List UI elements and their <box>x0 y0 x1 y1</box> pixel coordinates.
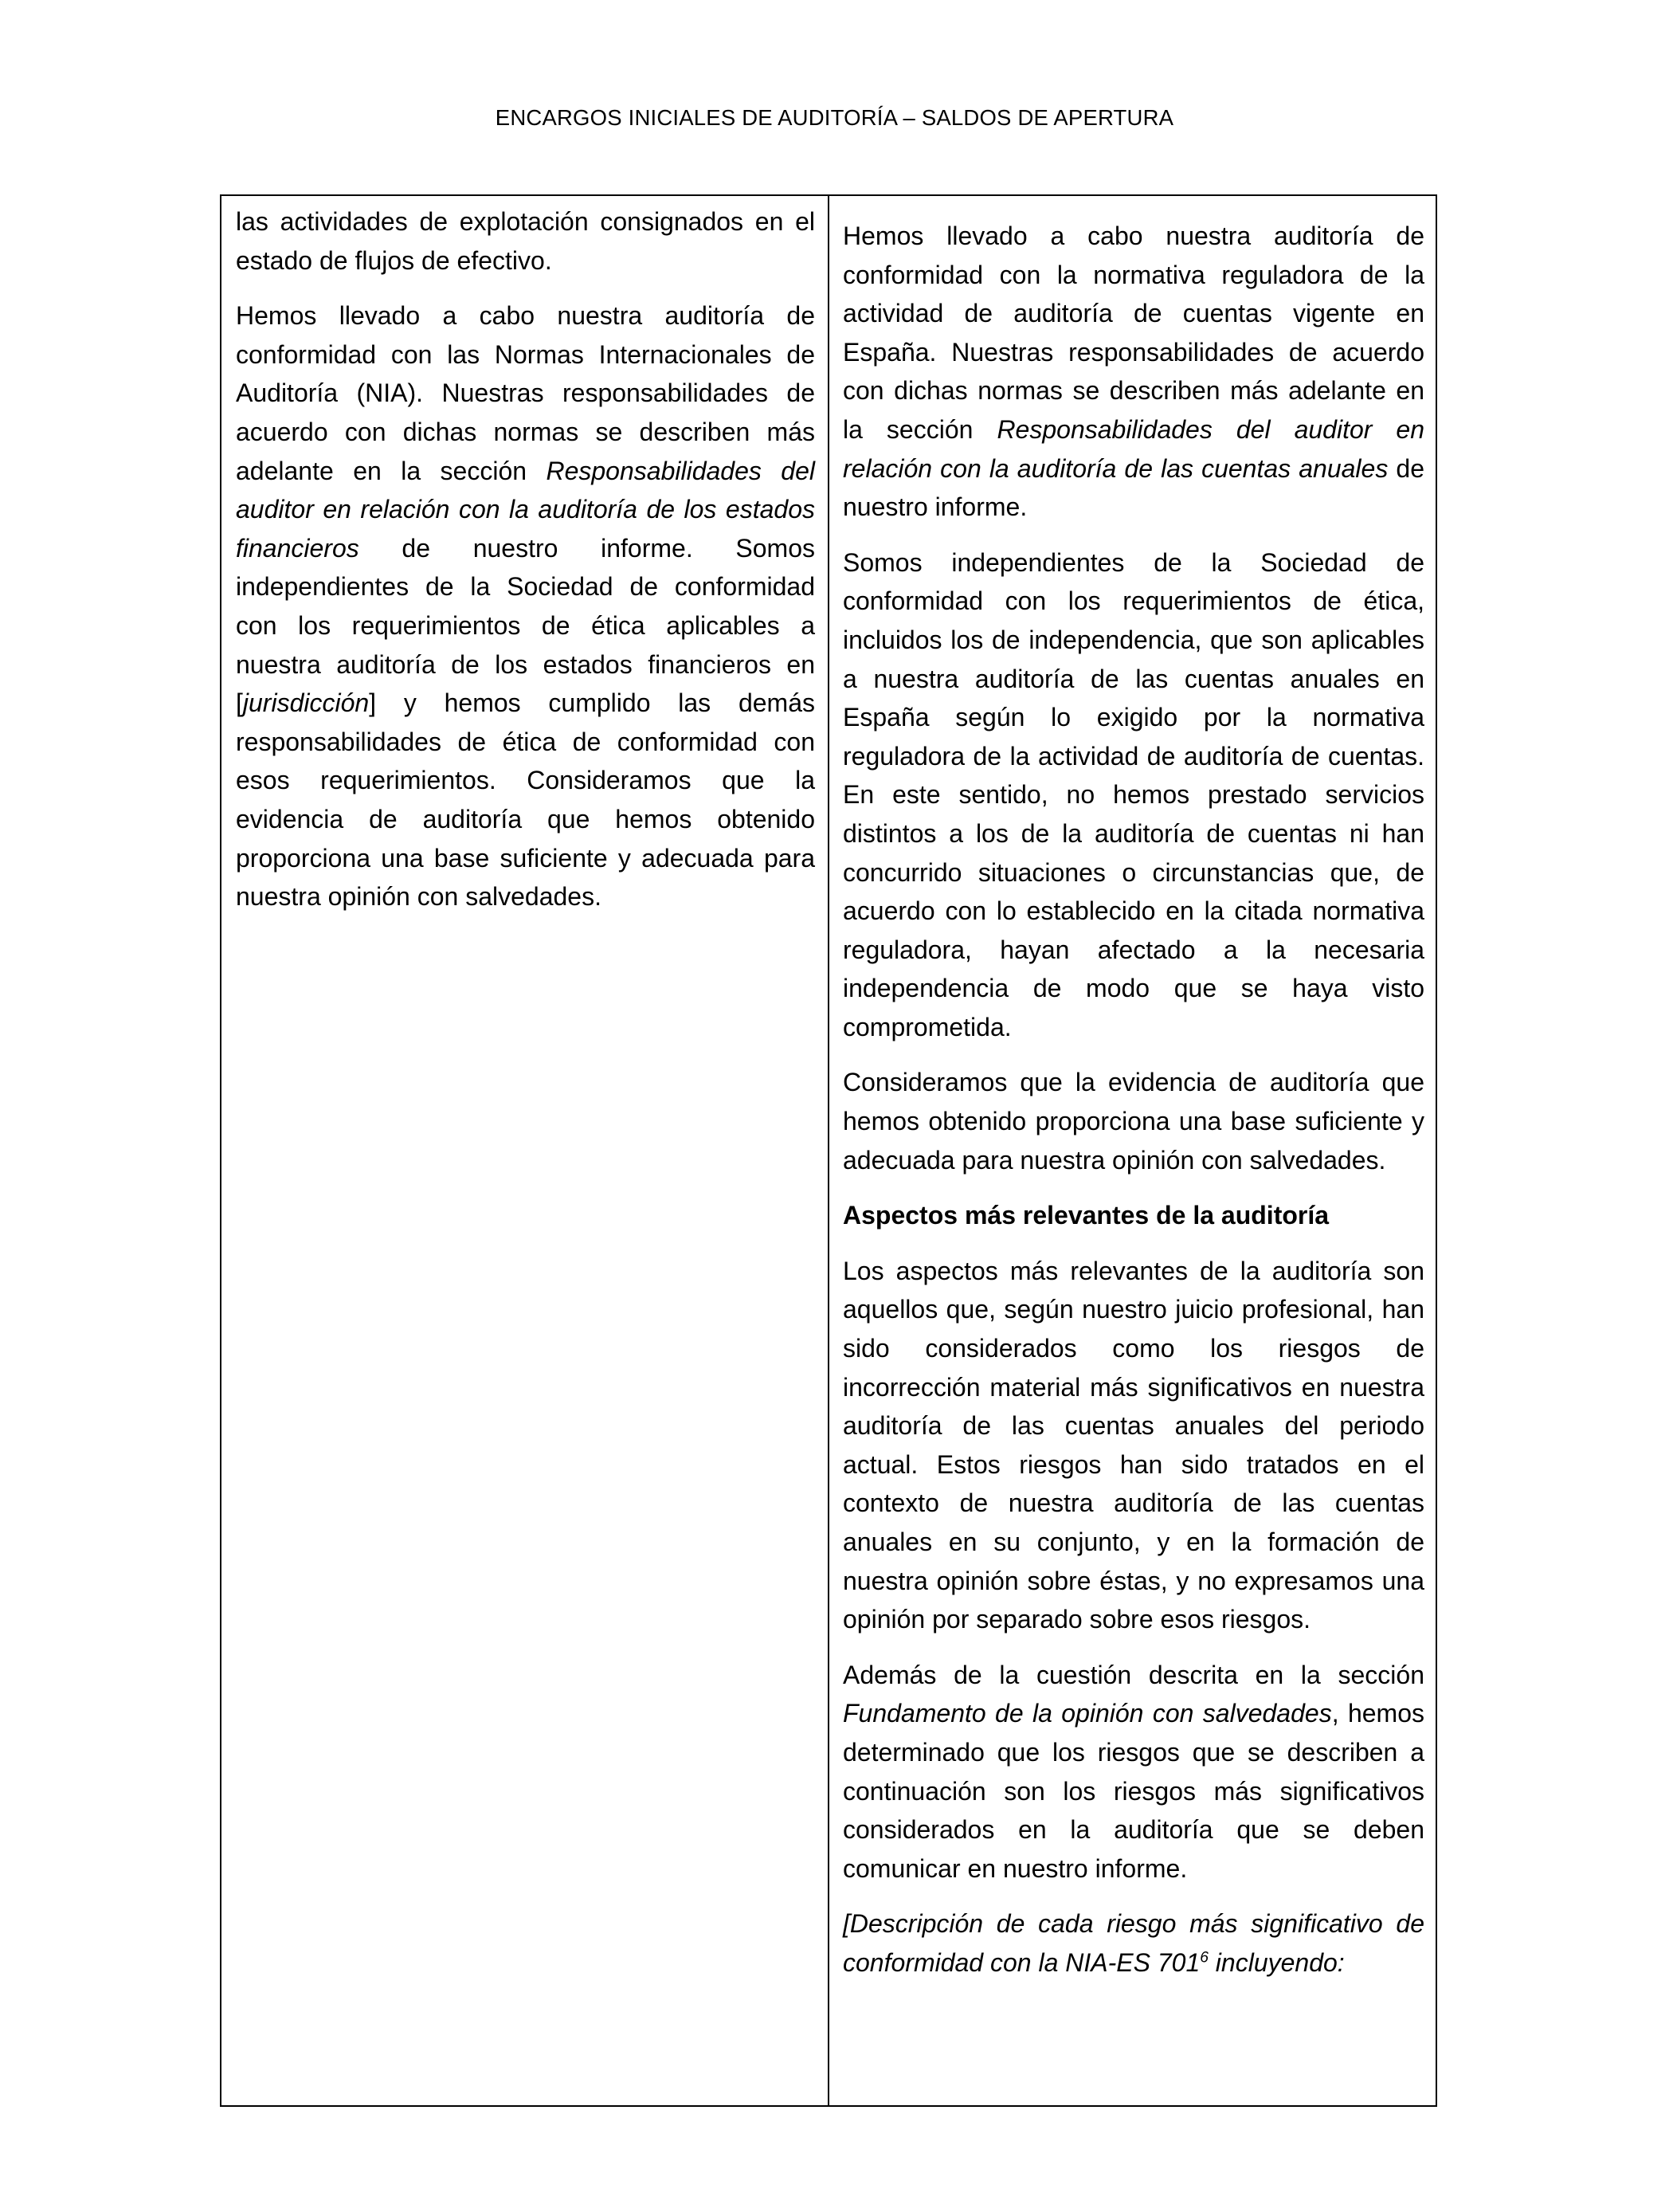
right-p5-italic-section-ref: Fundamento de la opinión con salvedades <box>843 1699 1332 1728</box>
right-p5-text-c: , hemos determinado que los riesgos que se describen a continuación son los riesgos más significativos considerados en la auditoría que se deben comunicar en nuestro informe. <box>843 1699 1425 1883</box>
left-paragraph-2 <box>236 296 815 916</box>
left-p2-italic-jurisdiction: jurisdicción <box>242 688 370 718</box>
left-column <box>236 202 815 933</box>
right-paragraph-3: Consideramos que la evidencia de auditoría que hemos obtenido proporciona una base suficiente y adecuada para nuestra opinión con salvedades. <box>843 1068 1424 1175</box>
left-p2-italic-section-ref: Responsabilidades del auditor en relación con la auditoría de los estados financieros <box>236 456 815 563</box>
section-heading: Aspectos más relevantes de la auditoría <box>843 1201 1330 1230</box>
comparison-table <box>220 194 1437 2107</box>
left-p1-text: las actividades de explotación consignados en el estado de flujos de efectivo. <box>236 207 815 275</box>
right-p6-italic-text-a: [Descripción de cada riesgo más significativo de conformidad con la NIA-ES 701 <box>843 1909 1424 1977</box>
column-divider <box>828 196 829 2105</box>
left-p2-text-a: Hemos llevado a cabo nuestra auditoría de conformidad con las Normas Internacionales de Auditoría (NIA). Nuestras responsabilidades de acuerdo con dichas normas se describen más adelante en la sección <box>236 301 815 485</box>
right-p6-italic-text-b: incluyendo: <box>1208 1947 1345 1977</box>
left-paragraph-1 <box>236 202 815 280</box>
right-p1-text-c: de nuestro informe. <box>843 453 1425 522</box>
right-paragraph-1 <box>843 217 1424 527</box>
page-header: ENCARGOS INICIALES DE AUDITORÍA – SALDOS DE APERTURA <box>495 105 1174 130</box>
right-p5-text-a: Además de la cuestión descrita en la sección <box>843 1660 1424 1689</box>
footnote-reference: 6 <box>1200 1949 1209 1967</box>
right-paragraph-5 <box>843 1656 1424 1888</box>
right-p1-text-a: Hemos llevado a cabo nuestra auditoría de conformidad con la normativa reguladora de la actividad de auditoría de cuentas vigente en España. Nuestras responsabilidades de acuerdo con dichas normas se describen más adelante en la sección <box>843 222 1424 444</box>
right-paragraph-4: Los aspectos más relevantes de la auditoría son aquellos que, según nuestro juicio profesional, han sido considerados como los riesgos de incorrección material más significativos en nuestra auditoría de las cuentas anuales del periodo actual. Estos riesgos han sido tratados en el contexto de nuestra auditoría de las cuentas anuales en su conjunto, y en la formación de nuestra opinión sobre éstas, y no expresamos una opinión por separado sobre esos riesgos. <box>843 1256 1424 1634</box>
right-paragraph-2: Somos independientes de la Sociedad de conformidad con los requerimientos de ética, incluidos los de independencia, que son aplicables a nuestra auditoría de las cuentas anuales en España según lo exigido por la normativa reguladora de la actividad de auditoría de cuentas. En este sentido, no hemos prestado servicios distintos a los de la auditoría de cuentas ni han concurrido situaciones o circunstancias que, de acuerdo con lo establecido en la citada normativa reguladora, hayan afectado a la necesaria independencia de modo que se haya visto comprometida. <box>843 547 1424 1041</box>
right-paragraph-6 <box>843 1904 1424 1982</box>
right-column <box>843 217 1424 1999</box>
right-p1-italic-section-ref: Responsabilidades del auditor en relación con la auditoría de las cuentas anuales <box>843 414 1425 483</box>
left-p2-text-e: ] y hemos cumplido las demás responsabilidades de ética de conformidad con esos requerimientos. Consideramos que la evidencia de auditoría que hemos obtenido proporciona una base suficiente y adecuada para nuestra opinión con salvedades. <box>236 688 815 912</box>
left-p2-text-c: de nuestro informe. Somos independientes de la Sociedad de conformidad con los requerimientos de ética aplicables a nuestra auditoría de los estados financieros en [ <box>236 533 815 718</box>
